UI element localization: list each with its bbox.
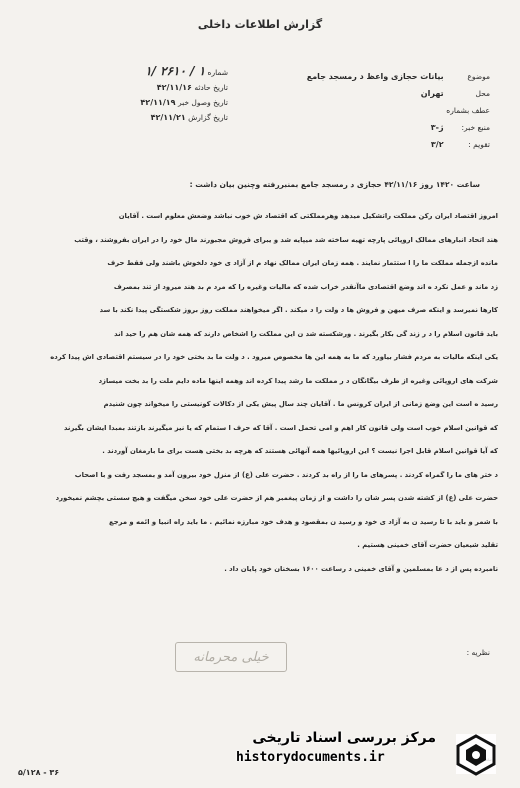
header-left-fields	[18, 64, 228, 125]
body-line: که آیا قوانین اسلام قابل اجرا نیست ؟ این اروپائیها همه آنهائی هستند که هرچه بد بختی هست برای ما بارمغان آوردند .	[102, 447, 498, 455]
document-title: گزارش اطلاعات داخلی	[197, 18, 323, 31]
field-value: ژ-۳	[430, 123, 444, 132]
body-line: زد ماند و عمل نکرد ه اند وضع اقتصادی ماآنقدر خراب شده که مالیات وغیره را که مرد م بد هند میرود از تند بمصرف	[113, 282, 498, 291]
body-line: حضرت علی (ع) از کشته شدن پسر شان را داشت و از زمان پیغمبر هم از حضرت علی خود سخن میگفت و هیچ سستی بچشم نمیخورد	[55, 494, 498, 502]
watermark	[236, 730, 436, 765]
footer-number: ۳۶ - ۵/۱۲۸	[18, 768, 60, 777]
comment-label: نظریه :	[466, 648, 490, 657]
watermark-url[interactable]: historydocuments.ir	[236, 750, 385, 765]
field-value: ۴۲/۱۱/۱۶	[156, 83, 192, 92]
field-value: ۴۲/۱۱/۲۱	[150, 113, 186, 122]
field-report-date	[18, 110, 228, 125]
body-line: باید قانون اسلام را د ر زند گی بکار بگیرند . ورشکسته شد ن این مملکت را اشخاص دارند که همه شان هم را حید اند	[114, 329, 498, 338]
field-number	[18, 64, 228, 80]
field-label: تاریخ گزارش	[188, 113, 228, 122]
body-line: مانده ازجمله مملکت ما را ا ستثمار نمایند . همه زمان ایران ممالک نهاد م از آزاد ی خود دلخوش باشند ولی فقط حرف	[107, 259, 498, 267]
report-intro: ساعت ۱۴۲۰ روز ۴۲/۱۱/۱۶ حجازی د رمسجد جامع بمنبررفته وچنین بیان داشت :	[189, 180, 480, 189]
field-source	[220, 119, 490, 136]
field-evaluation	[220, 136, 490, 153]
header-right-fields	[220, 68, 490, 153]
field-label: محل	[475, 89, 490, 98]
field-label: تقویم :	[468, 140, 490, 149]
field-value: ۳/۲	[430, 140, 444, 149]
body-line: که قوانین اسلام خوب است ولی قانون کار اهم و امی تحمل است . آقا که حرف ا ستمام که یا نیز میگیرند بازتند بمبدا ایشان بگیرند	[63, 423, 498, 432]
body-line: شرکت های اروپائی وغیره از طرف بیگانگان د ر مملکت ما رشد پیدا کرده اند وهمه اینها ماده دایم ملت را بد بخت میسازد	[98, 376, 498, 385]
field-event-date	[18, 80, 228, 95]
field-label: عطف بشماره	[446, 106, 490, 115]
field-value: تهران	[420, 89, 444, 98]
body-line: امروز اقتصاد ایران رکن مملکت راتشکیل میدهد وهرمملکتی که اقتصاد ش خوب نباشد وضعش معلوم است . آقایان	[118, 212, 498, 220]
field-received-date	[18, 95, 228, 110]
watermark-title: مرکز بررسی اسناد تاریخی	[252, 730, 436, 746]
body-line: رسید ه است این وضع زمانی از ایران کرونس ما . آقایان چند سال پیش یکی از دکالات کونیستی را میخواند چون شنیدم	[103, 400, 498, 408]
field-reference	[220, 102, 490, 119]
archive-logo-icon	[450, 728, 502, 780]
field-label: منبع خبر:	[461, 123, 490, 132]
field-value: ۴۲/۱۱/۱۹	[140, 98, 176, 107]
report-body	[20, 205, 498, 581]
field-label: تاریخ حادثه	[194, 83, 228, 92]
body-line: د ختر های ما را گمراه کردند . پسرهای ما را از راه بد کردند . حضرت علی (ع) از منزل خود بیرون آمد و بمسجد رفت و با اصحاب	[74, 470, 498, 479]
field-label: موضوع	[467, 72, 490, 81]
field-label: تاریخ وصول خبر	[177, 98, 228, 107]
classification-stamp: خیلی محرمانه	[175, 642, 287, 672]
field-subject	[220, 68, 490, 85]
body-line: با شمر و باید با تا رسید ن به آزاد ی خود و رسید ن بمقصود و هدف خود مبارزه نمائیم . ما باید راه انبیا و ائمه و مرجع	[109, 517, 498, 526]
body-line: تقلید شیعیان حضرت آقای خمینی هستیم .	[357, 541, 498, 549]
field-label: شماره	[207, 68, 228, 77]
body-line: هند اتحاد انبارهای ممالک اروپائی پارچه تهیه ساخته شد میپایه شد و یبرای فروش مجبورند مال خود را در ایران بفروشند ، وقتب	[74, 235, 498, 244]
body-line: یکی اینکه مالیات به مردم فشار بیاورد که ما به همه این ها مخصوص میرود . د ولت ما بد بختی خود را در سیستم اقتصادی اش پیدا کرده	[50, 353, 498, 361]
field-value: بیانات حجازی واعظ د رمسجد جامع	[306, 72, 444, 81]
body-line: نامبرده پس از د عا بمسلمین و آقای خمینی د رساعت ۱۶۰۰ بسخنان خود پایان داد .	[224, 564, 498, 573]
field-value: ۱ / ۲۶۱۰ /۱	[145, 64, 206, 78]
field-location	[220, 85, 490, 102]
body-line: کارها نمیرسد و اینکه صرف میهن و فروش ها د ولت را د میکند . اگر میخواهند مملکت روز بروز شکستگی پیدا نکند با سد	[99, 306, 498, 314]
